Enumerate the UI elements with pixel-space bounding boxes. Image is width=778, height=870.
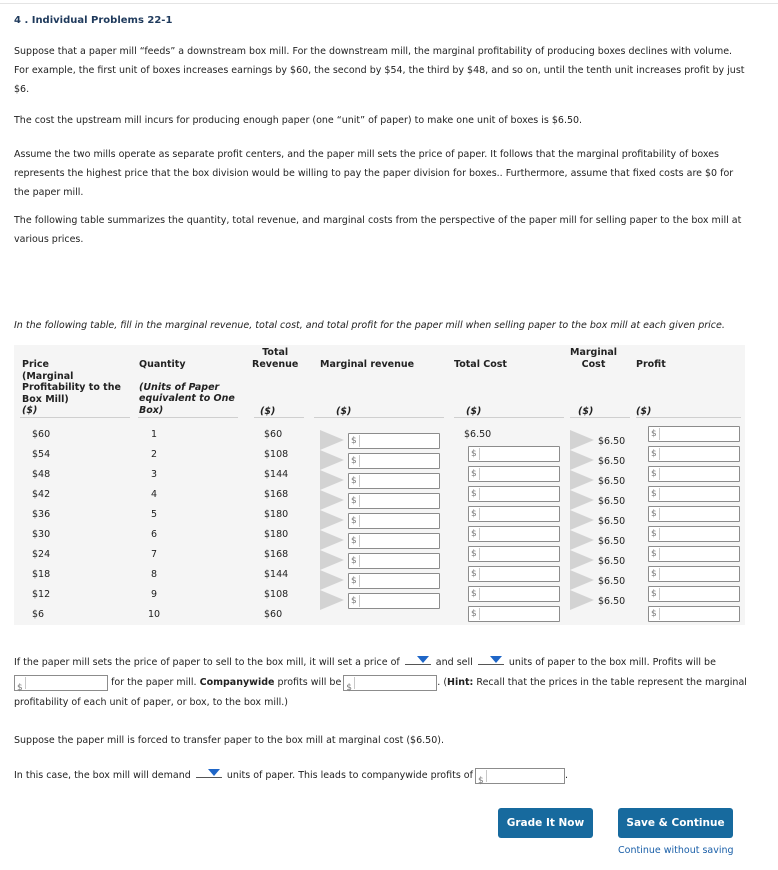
- total-revenue-cell: $168: [264, 549, 289, 560]
- total-cost-input[interactable]: [468, 526, 560, 542]
- dollar-prefix: $: [471, 489, 477, 499]
- total-cost-input[interactable]: [468, 546, 560, 562]
- header-marginal-revenue: Marginal revenue: [320, 359, 415, 370]
- input-divider: [359, 435, 360, 447]
- dropdown-arrow-icon: [208, 769, 220, 776]
- marginal-cost-cell: $6.50: [598, 556, 626, 567]
- chevron-arrow-icon: [320, 450, 344, 470]
- total-revenue-cell: $180: [264, 529, 289, 540]
- total-cost-input[interactable]: [468, 586, 560, 602]
- input-divider: [659, 488, 660, 500]
- dropdown-arrow-icon: [490, 656, 502, 663]
- dollar-prefix: $: [651, 609, 657, 619]
- marginal-cost-cell: $6.50: [598, 496, 626, 507]
- total-revenue-cell: $60: [264, 429, 283, 440]
- total-revenue-cell: $60: [264, 609, 283, 620]
- header-profit: Profit: [636, 359, 666, 370]
- marginal-revenue-input[interactable]: [348, 453, 440, 469]
- demand-dropdown[interactable]: [196, 767, 222, 778]
- header-profit-unit: ($): [636, 406, 652, 417]
- chevron-arrow-icon: [570, 450, 594, 470]
- table-summary-paragraph: The following table summarizes the quantity, total revenue, and marginal costs from the perspective of the paper mill for selling paper to the box mill at various prices.: [14, 215, 742, 245]
- dollar-prefix: $: [651, 429, 657, 439]
- input-divider: [359, 555, 360, 567]
- header-total-cost: Total Cost: [454, 359, 507, 370]
- dollar-prefix: $: [471, 469, 477, 479]
- dollar-prefix: $: [351, 536, 357, 546]
- dollar-prefix: $: [651, 529, 657, 539]
- dollar-prefix: $: [351, 456, 357, 466]
- quantity-cell: 7: [150, 549, 158, 560]
- input-divider: [479, 588, 480, 600]
- marginal-revenue-input[interactable]: [348, 493, 440, 509]
- save-and-continue-button[interactable]: Save & Continue: [618, 808, 733, 838]
- header-total-revenue: Total Revenue: [252, 347, 299, 370]
- profit-input[interactable]: [648, 526, 740, 542]
- quantity-cell: 8: [150, 569, 158, 580]
- marginal-revenue-input[interactable]: [348, 473, 440, 489]
- header-quantity: Quantity (Units of Paper equivalent to One Box): [139, 359, 235, 416]
- price-cell: $30: [32, 529, 51, 540]
- price-cell: $18: [32, 569, 51, 580]
- marginal-cost-cell: $6.50: [598, 536, 626, 547]
- dollar-prefix: $: [351, 476, 357, 486]
- paper-mill-profit-input[interactable]: $: [14, 675, 108, 691]
- quantity-cell: 3: [150, 469, 158, 480]
- top-divider: [0, 3, 778, 4]
- quantity-cell: 2: [150, 449, 158, 460]
- price-cell: $60: [32, 429, 51, 440]
- dollar-prefix: $: [471, 609, 477, 619]
- price-cell: $54: [32, 449, 51, 460]
- marginal-revenue-input[interactable]: [348, 593, 440, 609]
- input-divider: [359, 535, 360, 547]
- marginal-cost-cell: $6.50: [598, 436, 626, 447]
- total-cost-input[interactable]: [468, 486, 560, 502]
- header-marginal-cost: Marginal Cost: [570, 347, 618, 370]
- marginal-cost-cell: $6.50: [598, 476, 626, 487]
- profit-table: [14, 345, 745, 625]
- total-cost-input[interactable]: [468, 566, 560, 582]
- chevron-arrow-icon: [570, 570, 594, 590]
- total-revenue-cell: $144: [264, 569, 289, 580]
- chevron-arrow-icon: [570, 530, 594, 550]
- input-divider: [479, 488, 480, 500]
- price-cell: $6: [32, 609, 45, 620]
- marginal-revenue-input[interactable]: [348, 533, 440, 549]
- chevron-arrow-icon: [570, 470, 594, 490]
- input-divider: [659, 528, 660, 540]
- total-cost-input[interactable]: [468, 446, 560, 462]
- dollar-prefix: $: [471, 449, 477, 459]
- dollar-prefix: $: [351, 436, 357, 446]
- input-divider: [359, 475, 360, 487]
- profit-input[interactable]: [648, 566, 740, 582]
- total-cost-input[interactable]: [468, 506, 560, 522]
- quantity-cell: 9: [150, 589, 158, 600]
- chevron-arrow-icon: [320, 550, 344, 570]
- price-cell: $24: [32, 549, 51, 560]
- profit-input[interactable]: [648, 486, 740, 502]
- question-marginal-cost-transfer: In this case, the box mill will demand units of paper. This leads to companywide profits of $ .: [14, 766, 749, 786]
- header-total-revenue-unit: ($): [260, 406, 276, 417]
- price-cell: $42: [32, 489, 51, 500]
- header-separator: [454, 417, 564, 418]
- total-revenue-cell: $108: [264, 589, 289, 600]
- input-divider: [659, 508, 660, 520]
- input-divider: [359, 575, 360, 587]
- chevron-arrow-icon: [320, 530, 344, 550]
- header-total-cost-unit: ($): [466, 406, 482, 417]
- marginal-cost-transfer-text: Suppose the paper mill is forced to transfer paper to the box mill at marginal cost ($6.50).: [14, 735, 444, 746]
- marginal-revenue-input[interactable]: [348, 553, 440, 569]
- chevron-arrow-icon: [320, 430, 344, 450]
- input-divider: [359, 515, 360, 527]
- input-divider: [359, 455, 360, 467]
- dollar-prefix: $: [351, 516, 357, 526]
- header-separator: [636, 417, 741, 418]
- input-divider: [359, 595, 360, 607]
- dollar-prefix: $: [351, 556, 357, 566]
- question-monopoly-pricing: If the paper mill sets the price of paper to sell to the box mill, it will set a price of and sell units of paper to the box mill. Profits will be $ for the paper mill. Companywide profits will be $ . (Hint: Recall that the prices in the table represent the marginal profitability of each unit of paper, or box, to the box mill.): [14, 653, 749, 713]
- quantity-cell: 4: [150, 489, 158, 500]
- dollar-prefix: $: [471, 549, 477, 559]
- dollar-prefix: $: [471, 529, 477, 539]
- price-cell: $12: [32, 589, 51, 600]
- profit-input[interactable]: [648, 446, 740, 462]
- profit-input[interactable]: [648, 586, 740, 602]
- input-divider: [659, 568, 660, 580]
- dropdown-arrow-icon: [417, 656, 429, 663]
- input-divider: [359, 495, 360, 507]
- quantity-cell: 1: [150, 429, 158, 440]
- profit-input[interactable]: [648, 466, 740, 482]
- quantity-cell: 5: [150, 509, 158, 520]
- price-cell: $48: [32, 469, 51, 480]
- dollar-prefix: $: [651, 489, 657, 499]
- marginal-cost-cell: $6.50: [598, 596, 626, 607]
- dollar-prefix: $: [651, 449, 657, 459]
- input-divider: [659, 608, 660, 620]
- profit-input[interactable]: [648, 426, 740, 442]
- quantity-cell: 10: [148, 609, 161, 620]
- header-marginal-revenue-unit: ($): [336, 406, 352, 417]
- dollar-prefix: $: [651, 549, 657, 559]
- marginal-cost-cell: $6.50: [598, 576, 626, 587]
- total-revenue-cell: $144: [264, 469, 289, 480]
- profit-input[interactable]: [648, 606, 740, 622]
- problem-heading: 4 . Individual Problems 22-1: [14, 15, 173, 26]
- quantity-dropdown[interactable]: [478, 654, 504, 665]
- header-separator: [138, 417, 238, 418]
- dollar-prefix: $: [351, 496, 357, 506]
- input-divider: [659, 548, 660, 560]
- input-divider: [479, 608, 480, 620]
- grade-it-now-button[interactable]: Grade It Now: [498, 808, 593, 838]
- input-divider: [479, 468, 480, 480]
- header-price: Price (Marginal Profitability to the Box Mill) ($): [22, 359, 121, 416]
- quantity-cell: 6: [150, 529, 158, 540]
- input-divider: [659, 428, 660, 440]
- dollar-prefix: $: [651, 469, 657, 479]
- total-cost-cell: $6.50: [464, 429, 492, 440]
- total-revenue-cell: $168: [264, 489, 289, 500]
- cost-paragraph: The cost the upstream mill incurs for producing enough paper (one “unit” of paper) to make one unit of boxes is $6.50.: [14, 115, 583, 126]
- marginal-cost-cell: $6.50: [598, 456, 626, 467]
- price-cell: $36: [32, 509, 51, 520]
- dollar-prefix: $: [351, 576, 357, 586]
- profit-input[interactable]: [648, 506, 740, 522]
- chevron-arrow-icon: [570, 590, 594, 610]
- marginal-revenue-input[interactable]: [348, 433, 440, 449]
- chevron-arrow-icon: [570, 430, 594, 450]
- chevron-arrow-icon: [570, 510, 594, 530]
- dollar-prefix: $: [651, 569, 657, 579]
- companywide-profit-input[interactable]: $: [343, 675, 437, 691]
- chevron-arrow-icon: [320, 590, 344, 610]
- chevron-arrow-icon: [570, 490, 594, 510]
- total-revenue-cell: $180: [264, 509, 289, 520]
- continue-without-saving-link[interactable]: Continue without saving: [618, 845, 734, 856]
- chevron-arrow-icon: [320, 490, 344, 510]
- input-divider: [479, 568, 480, 580]
- companywide-profit-mc-input[interactable]: $: [475, 768, 565, 784]
- input-divider: [659, 588, 660, 600]
- dollar-prefix: $: [471, 509, 477, 519]
- total-revenue-cell: $108: [264, 449, 289, 460]
- input-divider: [479, 508, 480, 520]
- price-dropdown[interactable]: [405, 654, 431, 665]
- header-separator: [314, 417, 444, 418]
- chevron-arrow-icon: [320, 470, 344, 490]
- header-separator: [254, 417, 304, 418]
- marginal-cost-cell: $6.50: [598, 516, 626, 527]
- dollar-prefix: $: [351, 596, 357, 606]
- dollar-prefix: $: [471, 589, 477, 599]
- total-cost-input[interactable]: [468, 466, 560, 482]
- chevron-arrow-icon: [320, 510, 344, 530]
- input-divider: [659, 468, 660, 480]
- total-cost-input[interactable]: [468, 606, 560, 622]
- dollar-prefix: $: [471, 569, 477, 579]
- marginal-revenue-input[interactable]: [348, 573, 440, 589]
- input-divider: [659, 448, 660, 460]
- dollar-prefix: $: [651, 589, 657, 599]
- marginal-revenue-input[interactable]: [348, 513, 440, 529]
- table-instruction: In the following table, fill in the marginal revenue, total cost, and total profit for the paper mill when selling paper to the box mill at each given price.: [14, 320, 725, 331]
- input-divider: [479, 528, 480, 540]
- input-divider: [479, 448, 480, 460]
- chevron-arrow-icon: [570, 550, 594, 570]
- header-separator: [20, 417, 130, 418]
- input-divider: [479, 548, 480, 560]
- profit-input[interactable]: [648, 546, 740, 562]
- dollar-prefix: $: [651, 509, 657, 519]
- chevron-arrow-icon: [320, 570, 344, 590]
- assumption-paragraph: Assume the two mills operate as separate profit centers, and the paper mill sets the price of paper. It follows that the marginal profitability of boxes represents the highest price that the box division would be willing to pay the paper division for boxes.. Furthermore, assume that fixed costs are $0 for the paper mill.: [14, 149, 734, 198]
- header-separator: [570, 417, 630, 418]
- header-marginal-cost-unit: ($): [578, 406, 594, 417]
- intro-paragraph: Suppose that a paper mill “feeds” a downstream box mill. For the downstream mill, the marginal profitability of producing boxes declines with volume. For example, the first unit of boxes increases earnings by $60, the second by $54, the third by $48, and so on, until the tenth unit increases profit by just $6.: [14, 46, 745, 95]
